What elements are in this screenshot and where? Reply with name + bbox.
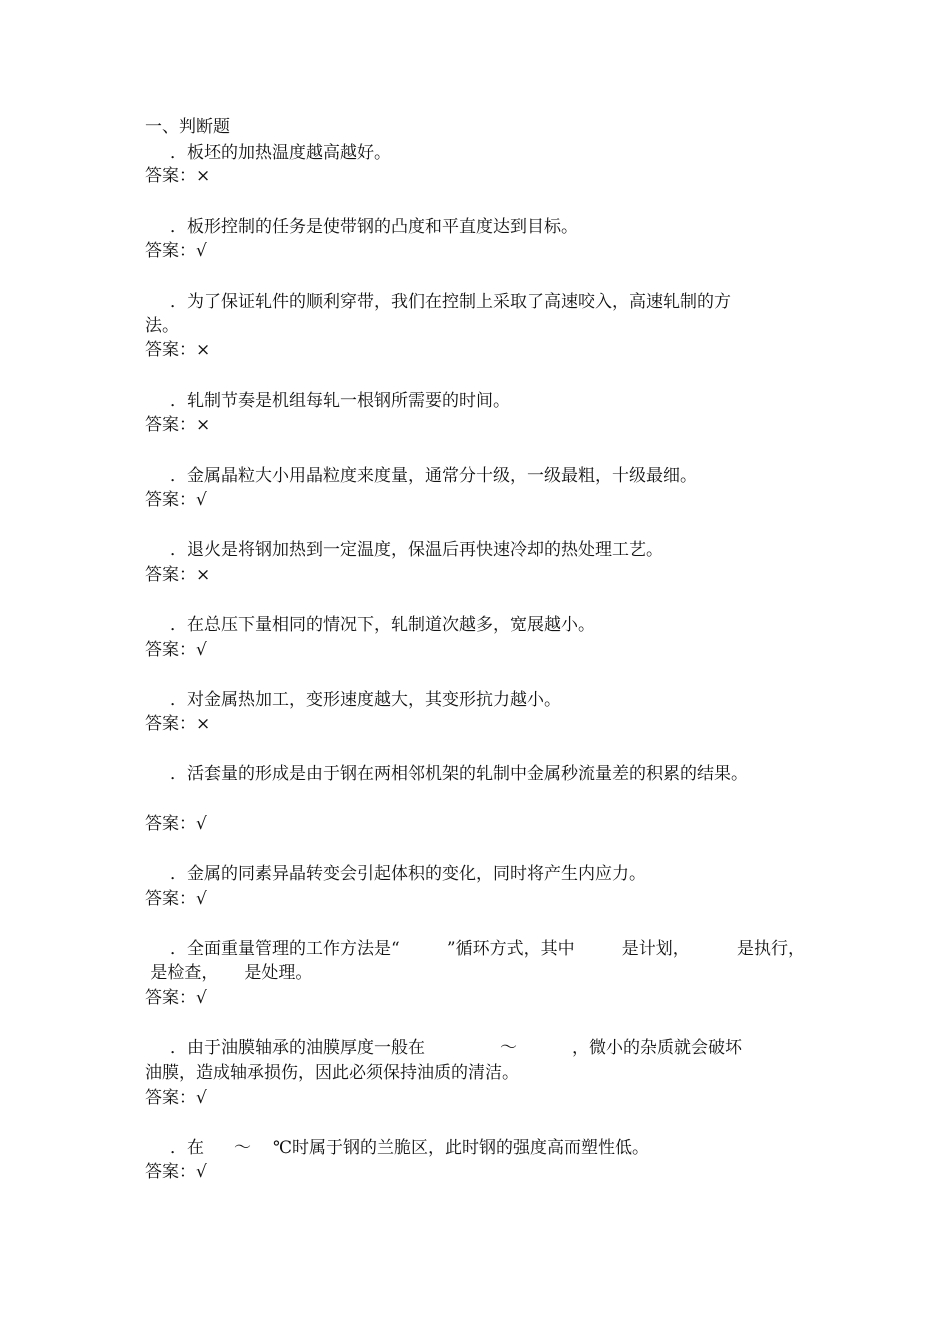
question-text: ．活套量的形成是由于钢在两相邻机架的轧制中金属秒流量差的积累的结果。: [170, 764, 748, 784]
answer-line: [145, 814, 815, 834]
answer-mark: ×: [196, 166, 211, 186]
answer-line: [145, 1088, 815, 1108]
answer-line: [145, 714, 815, 734]
question-fragment: ．全面重量管理的工作方法是“: [170, 939, 400, 959]
answer-label: 答案：: [145, 1088, 196, 1108]
question-text: [170, 1138, 840, 1158]
answer-label: 答案：: [145, 166, 196, 186]
answer-line: [145, 640, 815, 660]
answer-line: [145, 565, 815, 585]
question-fragment: 是执行，: [736, 939, 805, 959]
answer-line: [145, 166, 815, 186]
question-text: ．在总压下量相同的情况下，轧制道次越多，宽展越小。: [170, 615, 595, 635]
answer-mark: ×: [196, 714, 211, 734]
question-text: ．金属的同素异晶转变会引起体积的变化，同时将产生内应力。: [170, 864, 646, 884]
question-text: [170, 1038, 800, 1058]
question-fragment: ～: [234, 1138, 251, 1158]
question-text: ．金属晶粒大小用晶粒度来度量，通常分十级，一级最粗，十级最细。: [170, 466, 697, 486]
question-fragment: ，微小的杂质就会破坏: [572, 1038, 742, 1058]
answer-label: 答案：: [145, 988, 196, 1008]
question-fragment: ．由于油膜轴承的油膜厚度一般在: [170, 1038, 425, 1058]
answer-mark: √: [196, 1088, 207, 1108]
question-text: ．退火是将钢加热到一定温度，保温后再快速冷却的热处理工艺。: [170, 540, 663, 560]
question-fragment: ℃时属于钢的兰脆区，此时钢的强度高而塑性低。: [273, 1138, 650, 1158]
answer-mark: ×: [196, 565, 211, 585]
question-text-continued: 油膜，造成轴承损伤，因此必须保持油质的清洁。: [145, 1063, 519, 1083]
question-text: ．轧制节奏是机组每轧一根钢所需要的时间。: [170, 391, 510, 411]
question-fragment: 是处理。: [244, 963, 313, 983]
answer-line: [145, 889, 815, 909]
answer-mark: √: [196, 490, 207, 510]
answer-mark: √: [196, 814, 207, 834]
answer-label: 答案：: [145, 565, 196, 585]
answer-mark: ×: [196, 415, 211, 435]
question-text-continued: 法。: [145, 316, 179, 336]
answer-mark: ×: [196, 340, 211, 360]
answer-mark: √: [196, 889, 207, 909]
answer-label: 答案：: [145, 814, 196, 834]
answer-line: [145, 1162, 815, 1182]
answer-line: [145, 340, 815, 360]
answer-label: 答案：: [145, 241, 196, 261]
question-fragment: ～: [500, 1038, 517, 1058]
answer-mark: √: [196, 241, 207, 261]
question-fragment: 是检查，: [145, 963, 219, 983]
answer-label: 答案：: [145, 640, 196, 660]
answer-mark: √: [196, 640, 207, 660]
answer-label: 答案：: [145, 714, 196, 734]
answer-label: 答案：: [145, 1162, 196, 1182]
answer-label: 答案：: [145, 415, 196, 435]
question-text: [170, 939, 805, 959]
answer-line: [145, 415, 815, 435]
question-fragment: ”循环方式，其中: [446, 939, 575, 959]
question-text: ．板形控制的任务是使带钢的凸度和平直度达到目标。: [170, 217, 578, 237]
answer-label: 答案：: [145, 490, 196, 510]
answer-line: [145, 241, 815, 261]
answer-mark: √: [196, 988, 207, 1008]
question-text: ．为了保证轧件的顺利穿带，我们在控制上采取了高速咬入，高速轧制的方: [170, 292, 731, 312]
question-fragment: ．在: [170, 1138, 204, 1158]
answer-line: [145, 988, 815, 1008]
question-text: ．对金属热加工，变形速度越大，其变形抗力越小。: [170, 690, 561, 710]
question-text: ．板坯的加热温度越高越好。: [170, 143, 391, 163]
question-text-continued: [145, 963, 815, 983]
answer-label: 答案：: [145, 889, 196, 909]
answer-mark: √: [196, 1162, 207, 1182]
section-title: 一、判断题: [145, 117, 230, 137]
question-fragment: 是计划，: [621, 939, 690, 959]
answer-line: [145, 490, 815, 510]
answer-label: 答案：: [145, 340, 196, 360]
